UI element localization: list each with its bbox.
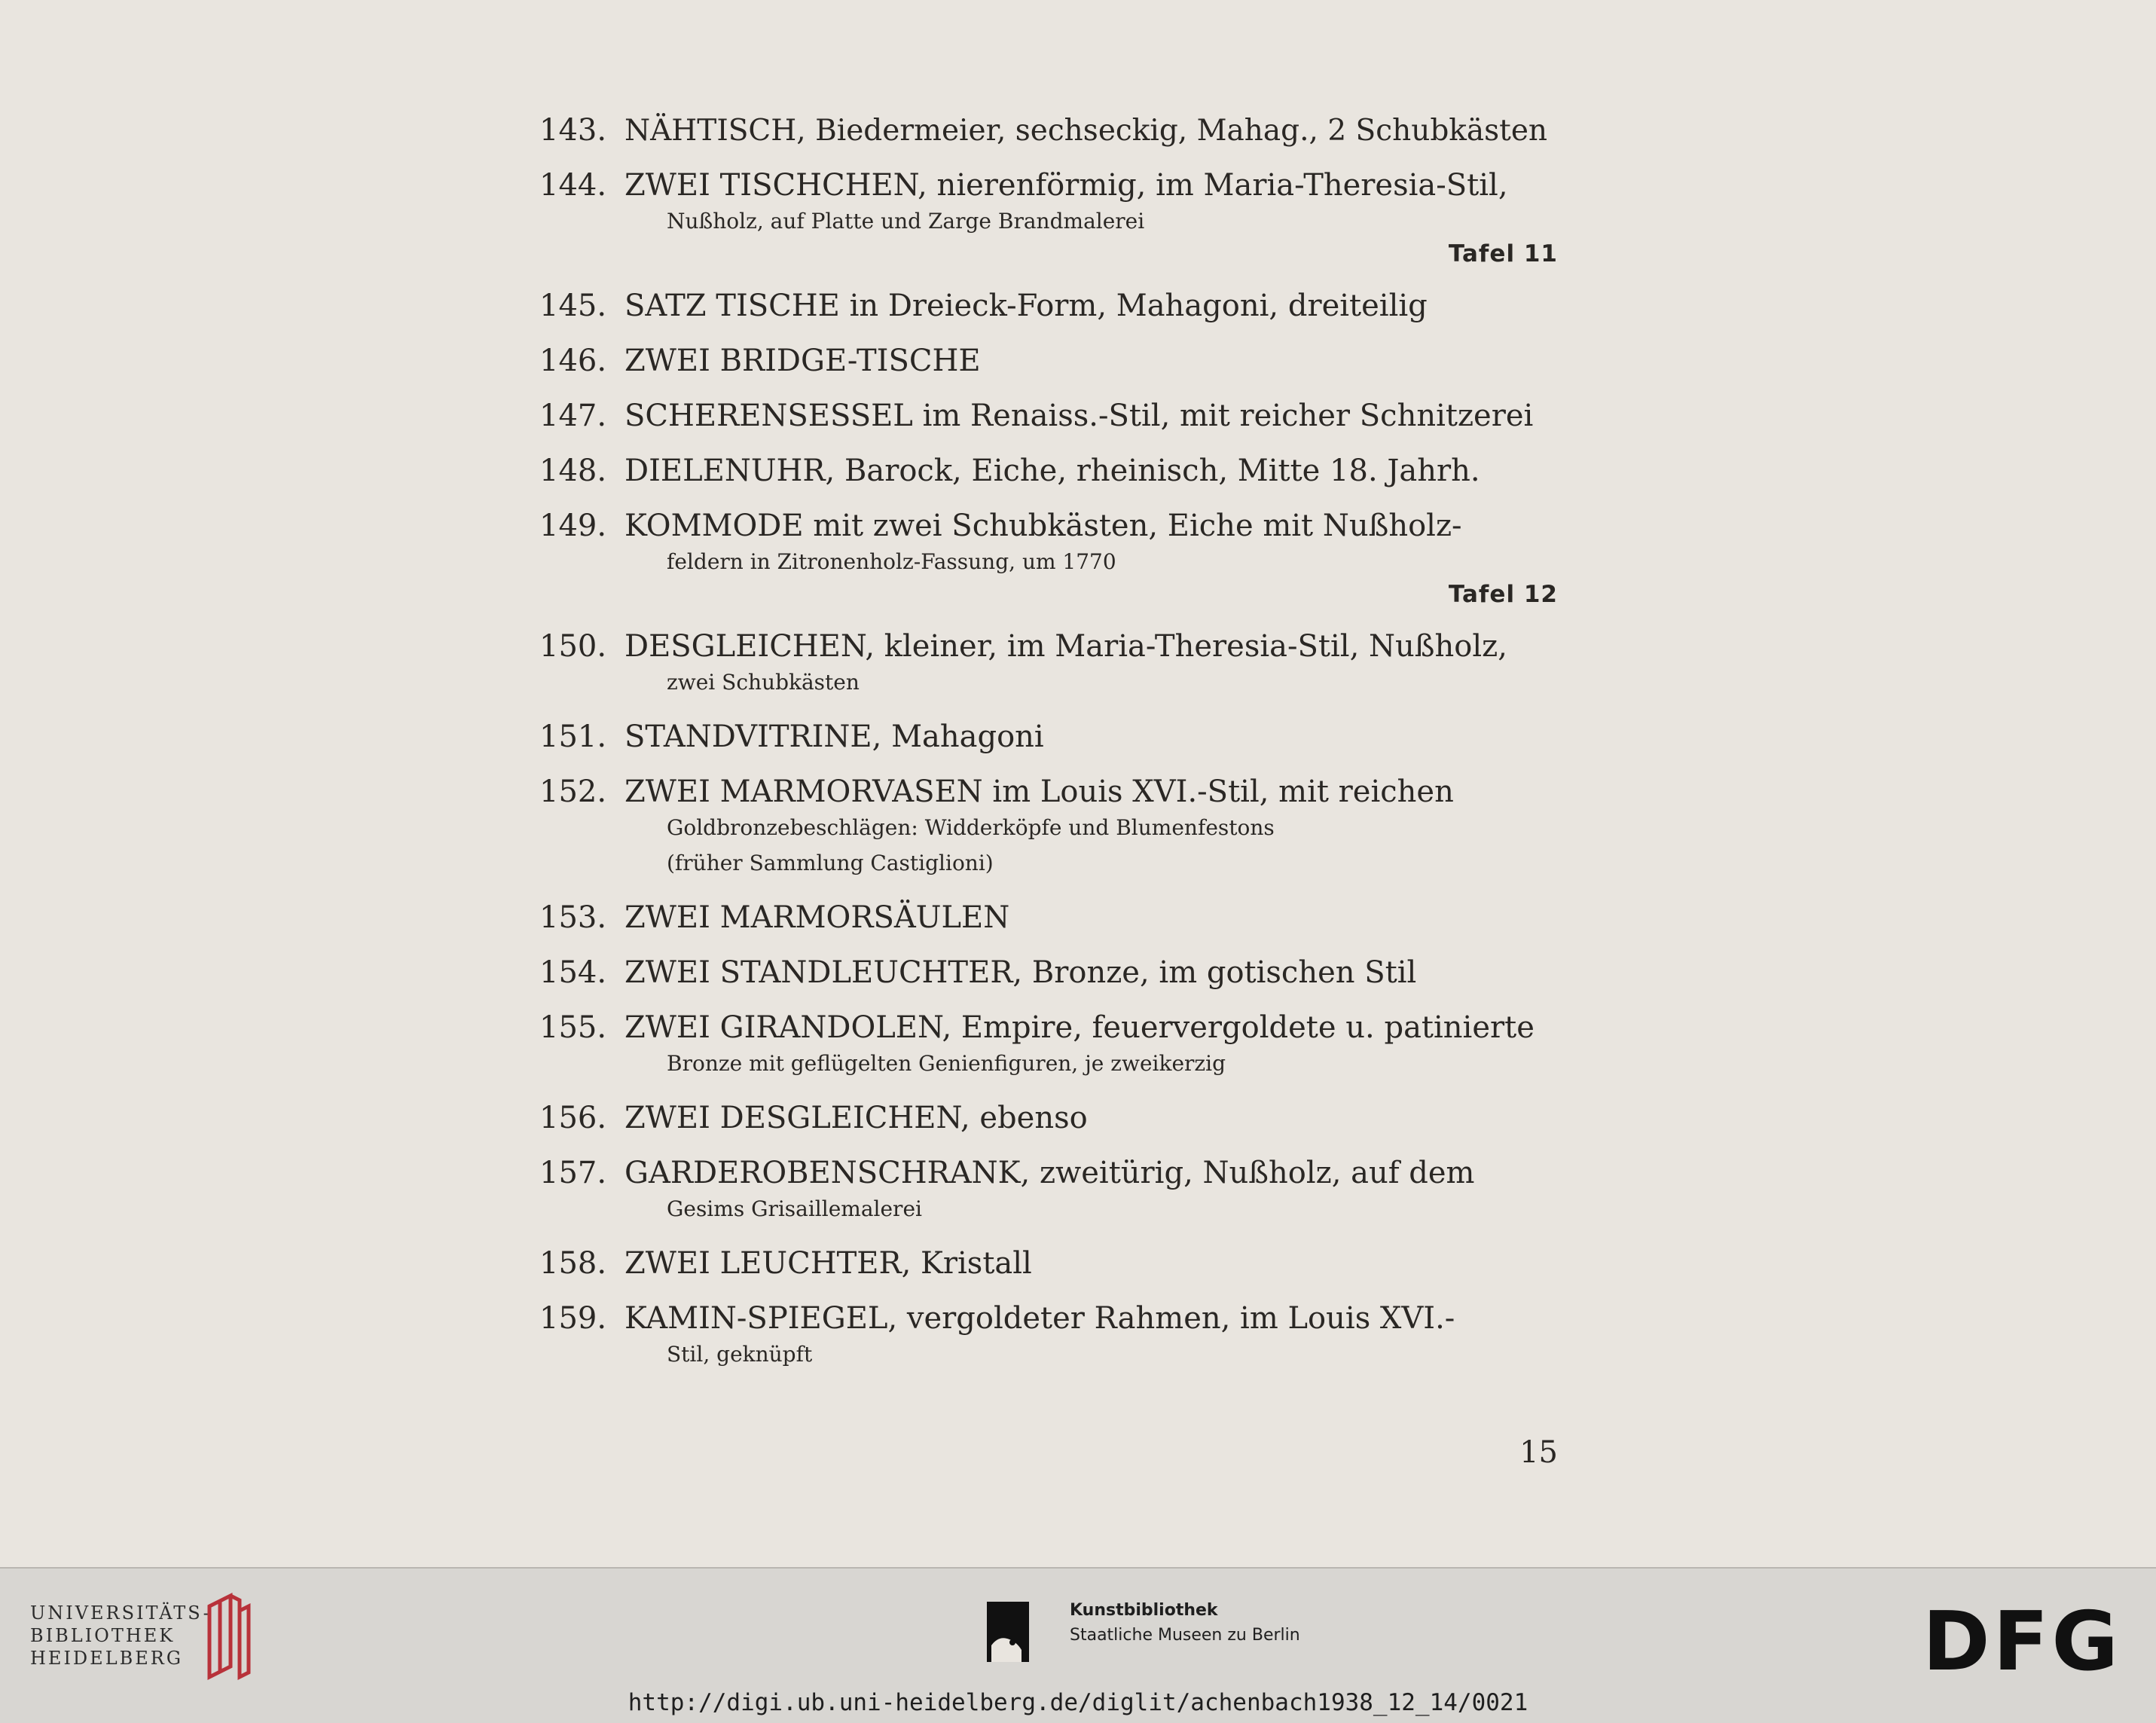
entry-line: Bronze mit geflügelten Genienfiguren, je zweikerzig [667,1051,1226,1076]
entry-line: Stil, geknüpft [667,1342,813,1367]
entry-description [625,113,1558,148]
entry-number: 156. [539,1101,607,1135]
ub-line-1: UNIVERSITÄTS- [30,1602,212,1624]
ub-heidelberg-logo-icon [194,1591,262,1682]
entry-description [625,1246,1558,1282]
entry-line: SCHERENSESSEL im Renaiss.-Stil, mit reicher Schnitzerei [625,399,1534,433]
entry-line: Gesims Grisaillemalerei [667,1196,922,1221]
plate-reference: Tafel 11 [1448,240,1558,267]
entry-number: 152. [539,774,607,809]
entry-number: 146. [539,344,607,378]
entry-line: DIELENUHR, Barock, Eiche, rheinisch, Mitte 18. Jahrh. [625,454,1480,488]
entry-number: 154. [539,955,607,990]
catalog-entry [539,629,1558,700]
entry-number: 157. [539,1156,607,1190]
ub-line-3: HEIDELBERG [30,1648,184,1669]
entry-number: 143. [539,113,607,148]
entry-description [625,629,1558,700]
page-number: 15 [1519,1435,1558,1470]
entry-description [625,719,1558,755]
entry-line: GARDEROBENSCHRANK, zweitürig, Nußholz, auf dem [625,1156,1475,1190]
entry-description [625,344,1558,379]
entry-line: ZWEI STANDLEUCHTER, Bronze, im gotischen Stil [625,955,1417,990]
catalog-entry [539,1246,1558,1282]
entry-number: 155. [539,1010,607,1045]
entry-line: Goldbronzebeschlägen: Widderköpfe und Blumenfestons [667,815,1275,840]
entry-line: ZWEI DESGLEICHEN, ebenso [625,1101,1088,1135]
entry-number: 148. [539,454,607,488]
entry-description [625,774,1558,881]
entry-description [625,1301,1558,1372]
dfg-logo-text: DFG [1922,1605,2122,1677]
entry-number: 159. [539,1301,607,1336]
catalog-entry [539,1101,1558,1136]
ub-line-2: BIBLIOTHEK [30,1625,176,1646]
entry-description [625,399,1558,434]
catalog-entry [539,719,1558,755]
entry-number: 158. [539,1246,607,1281]
catalog-entry [539,399,1558,434]
ub-heidelberg-name [30,1602,212,1670]
catalog-entry [539,509,1558,609]
entry-line: SATZ TISCHE in Dreieck-Form, Mahagoni, dreiteilig [625,289,1428,323]
entry-line: KAMIN-SPIEGEL, vergoldeter Rahmen, im Louis XVI.- [625,1301,1455,1336]
catalog-entry [539,900,1558,936]
entry-line: feldern in Zitronenholz-Fassung, um 1770 [667,549,1116,574]
entry-description [625,900,1558,936]
catalog-entry [539,289,1558,324]
entry-line: NÄHTISCH, Biedermeier, sechseckig, Mahag., 2 Schubkästen [625,114,1548,148]
catalog-entry [539,955,1558,991]
entry-line: ZWEI BRIDGE-TISCHE [625,344,981,378]
entry-line: (früher Sammlung Castiglioni) [667,851,994,875]
entry-line: Nußholz, auf Platte und Zarge Brandmalerei [667,209,1145,234]
entry-description [625,509,1558,579]
entry-line: zwei Schubkästen [667,670,860,695]
entry-number: 151. [539,719,607,754]
entry-line: ZWEI GIRANDOLEN, Empire, feuervergoldete u. patinierte [625,1010,1535,1045]
entry-line: STANDVITRINE, Mahagoni [625,719,1044,754]
entry-number: 144. [539,168,607,203]
entry-description [625,1010,1558,1081]
entry-line: DESGLEICHEN, kleiner, im Maria-Theresia-Stil, Nußholz, [625,629,1507,664]
catalog-entry [539,113,1558,148]
kunstbibliothek-logo-icon [987,1602,1029,1662]
catalog-entry [539,168,1558,269]
catalog-entry [539,1010,1558,1081]
entry-description [625,1101,1558,1136]
catalog-entry [539,344,1558,379]
catalog-entry [539,1301,1558,1372]
catalog-entry [539,1156,1558,1227]
dfg-logo-icon [1919,1605,2124,1677]
entry-line: ZWEI MARMORVASEN im Louis XVI.-Stil, mit reichen [625,774,1454,809]
entry-line: KOMMODE mit zwei Schubkästen, Eiche mit Nußholz- [625,509,1462,543]
entry-line: ZWEI TISCHCHEN, nierenförmig, im Maria-Theresia-Stil, [625,168,1508,203]
entry-description [625,454,1558,489]
catalog-entry [539,454,1558,489]
kb-subtitle: Staatliche Museen zu Berlin [1070,1626,1300,1645]
entry-line: ZWEI MARMORSÄULEN [625,900,1010,935]
entry-description [625,1156,1558,1227]
catalog-entry [539,774,1558,881]
entry-number: 153. [539,900,607,935]
permalink-url[interactable]: http://digi.ub.uni-heidelberg.de/diglit/achenbach1938_12_14/0021 [628,1689,1528,1716]
digitization-footer [0,1567,2156,1723]
entry-description [625,168,1558,239]
entry-description [625,955,1558,991]
entry-number: 145. [539,289,607,323]
catalog-entries [539,113,1558,1392]
kb-title: Kunstbibliothek [1070,1601,1218,1620]
entry-number: 147. [539,399,607,433]
entry-line: ZWEI LEUCHTER, Kristall [625,1246,1032,1281]
entry-number: 149. [539,509,607,543]
kunstbibliothek-name [1070,1599,1300,1648]
entry-description [625,289,1558,324]
entry-number: 150. [539,629,607,664]
plate-reference: Tafel 12 [1448,581,1558,608]
